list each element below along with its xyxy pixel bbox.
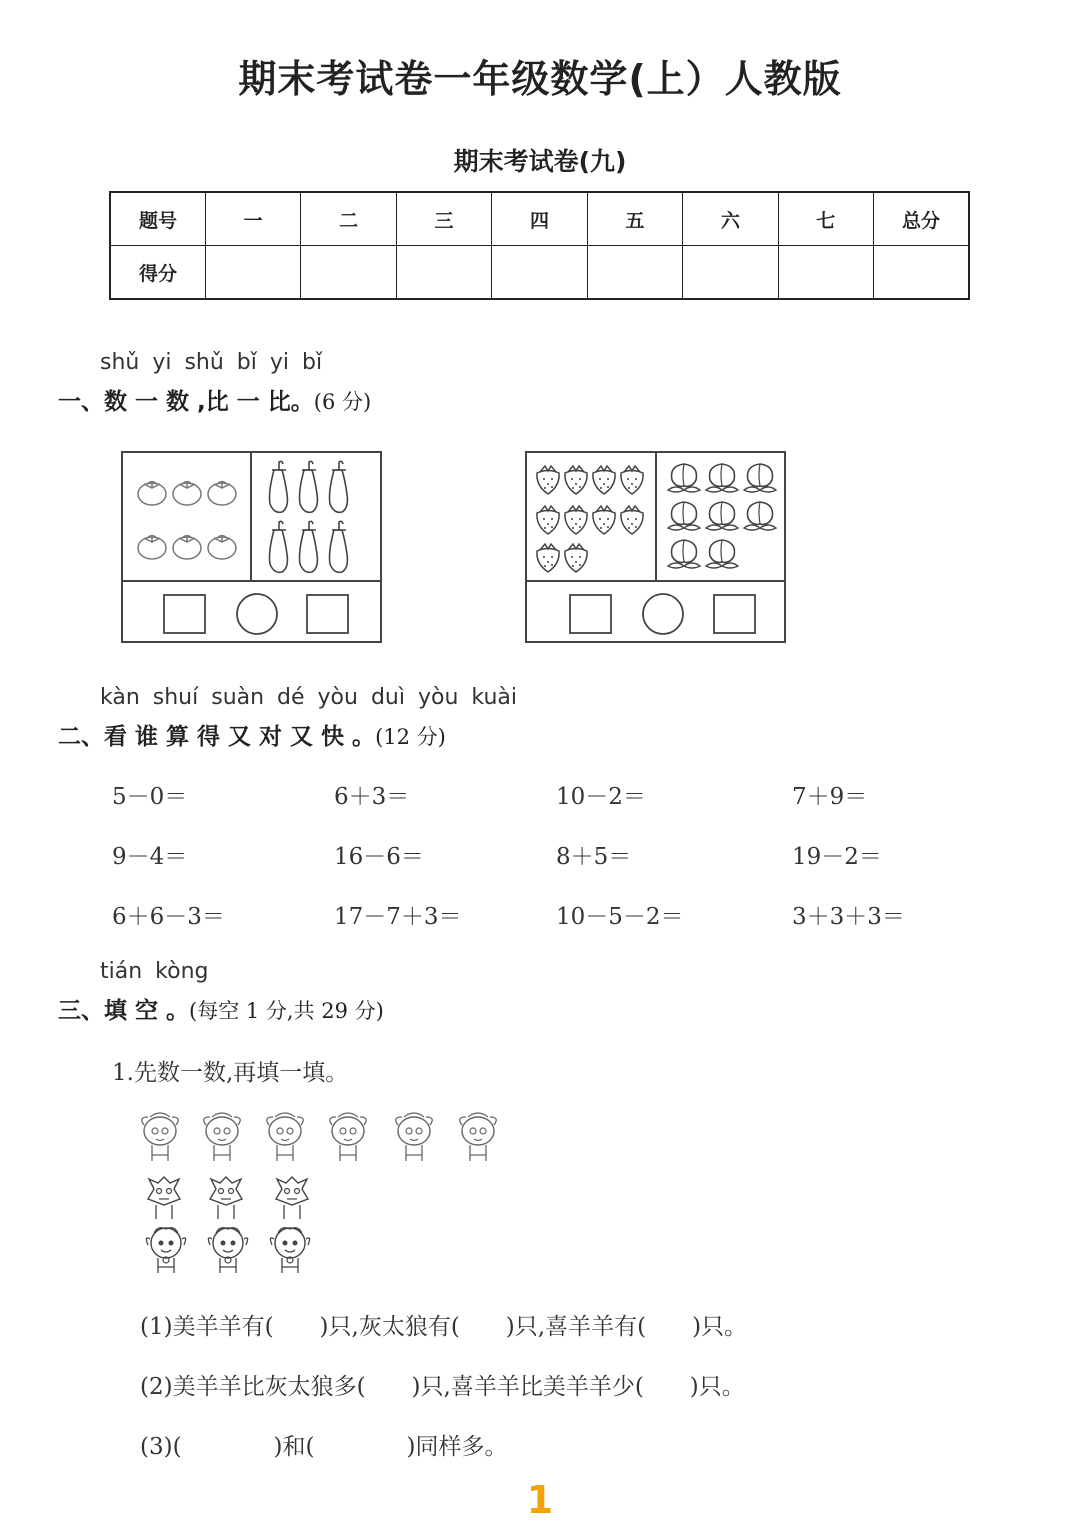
section1-title: 一、数 一 数 ,比 一 比。	[58, 389, 314, 415]
score-blank-cell[interactable]	[683, 246, 778, 300]
equation: 6＋6－3＝	[112, 904, 225, 930]
equation: 7＋9＝	[792, 784, 868, 810]
equation: 5－0＝	[112, 784, 188, 810]
score-table-header-row	[110, 192, 969, 246]
question1-part1: (1)美羊羊有( )只,灰太狼有( )只,喜羊羊有( )只。	[140, 1314, 748, 1340]
tomato-icon	[173, 481, 201, 505]
score-table-cell: 题号	[110, 192, 205, 246]
tomato-icon	[138, 535, 166, 559]
section2-points: (12 分)	[375, 725, 446, 749]
xiyangyang-icon	[146, 1228, 185, 1273]
equation: 8＋5＝	[556, 844, 632, 870]
peach-icon	[706, 464, 738, 492]
peach-icon	[744, 502, 776, 530]
huitailang-icon	[276, 1177, 308, 1219]
strawberry-icon	[593, 506, 615, 534]
eggplant-icon	[300, 521, 318, 572]
section2-heading	[58, 718, 446, 751]
eggplant-icon	[330, 461, 348, 512]
strawberry-icon	[537, 506, 559, 534]
score-table-cell: 七	[778, 192, 873, 246]
score-row-label: 得分	[110, 246, 205, 300]
score-table-cell: 总分	[874, 192, 970, 246]
meiyangyang-icon	[396, 1113, 433, 1161]
equation: 10－5－2＝	[556, 904, 684, 930]
section3-points: (每空 1 分,共 29 分)	[189, 999, 384, 1023]
equation: 10－2＝	[556, 784, 646, 810]
question1-part2: (2)美羊羊比灰太狼多( )只,喜羊羊比美羊羊少( )只。	[140, 1374, 745, 1400]
strawberry-icon	[537, 544, 559, 572]
xiyangyang-icon	[208, 1228, 247, 1273]
score-blank-cell[interactable]	[874, 246, 970, 300]
eggplant-icon	[270, 521, 288, 572]
score-table-cell: 一	[205, 192, 300, 246]
answer-square-box[interactable]	[570, 595, 611, 633]
meiyangyang-icon	[267, 1113, 304, 1161]
peach-icon	[668, 502, 700, 530]
peach-icon	[668, 540, 700, 568]
compare-circle-box[interactable]	[237, 594, 277, 634]
section3-heading	[58, 992, 384, 1025]
answer-square-box[interactable]	[307, 595, 348, 633]
score-table-score-row	[110, 246, 969, 300]
page-number: 1	[526, 1478, 554, 1522]
section1-pinyin: shǔ yi shǔ bǐ yi bǐ	[100, 350, 323, 375]
tomato-icon	[208, 481, 236, 505]
peach-icon	[668, 464, 700, 492]
tomato-icon	[138, 481, 166, 505]
strawberry-icon	[565, 466, 587, 494]
document-title: 期末考试卷一年级数学(上）人教版	[238, 57, 842, 101]
strawberry-icon	[537, 466, 559, 494]
eggplant-icon	[300, 461, 318, 512]
compare-circle-box[interactable]	[643, 594, 683, 634]
score-table-cell: 六	[683, 192, 778, 246]
strawberry-icon	[565, 544, 587, 572]
xiyangyang-icon	[270, 1228, 309, 1273]
peach-icon	[706, 540, 738, 568]
section2-pinyin: kàn shuí suàn dé yòu duì yòu kuài	[100, 685, 517, 710]
equation: 6＋3＝	[334, 784, 410, 810]
answer-square-box[interactable]	[714, 595, 755, 633]
question1-part3: (3)( )和( )同样多。	[140, 1434, 508, 1460]
score-blank-cell[interactable]	[778, 246, 873, 300]
strawberry-icon	[621, 466, 643, 494]
score-blank-cell[interactable]	[301, 246, 396, 300]
section2-title: 二、看 谁 算 得 又 对 又 快 。	[58, 724, 376, 750]
eggplant-icon	[270, 461, 288, 512]
score-table-cell: 四	[492, 192, 587, 246]
score-blank-cell[interactable]	[396, 246, 491, 300]
equation: 9－4＝	[112, 844, 188, 870]
strawberry-icon	[593, 466, 615, 494]
huitailang-icon	[210, 1177, 242, 1219]
meiyangyang-icon	[460, 1113, 497, 1161]
score-table-cell: 三	[396, 192, 491, 246]
equation: 17－7＋3＝	[334, 904, 462, 930]
peach-icon	[744, 464, 776, 492]
answer-square-box[interactable]	[164, 595, 205, 633]
section1-heading	[58, 383, 371, 416]
section1-points: (6 分)	[313, 390, 372, 414]
score-table-cell: 五	[587, 192, 682, 246]
score-blank-cell[interactable]	[587, 246, 682, 300]
meiyangyang-icon	[330, 1113, 367, 1161]
score-blank-cell[interactable]	[205, 246, 300, 300]
peach-icon	[706, 502, 738, 530]
score-table-cell: 二	[301, 192, 396, 246]
compare-figure-strawberry-peach	[524, 450, 788, 646]
characters-figure	[130, 1105, 520, 1285]
equation: 19－2＝	[792, 844, 882, 870]
tomato-icon	[173, 535, 201, 559]
compare-figure-tomato-eggplant	[120, 450, 384, 646]
section3-title: 三、填 空 。	[58, 998, 190, 1024]
meiyangyang-icon	[142, 1113, 179, 1161]
equation: 16－6＝	[334, 844, 424, 870]
equation: 3＋3＋3＝	[792, 904, 905, 930]
huitailang-icon	[148, 1177, 180, 1219]
score-blank-cell[interactable]	[492, 246, 587, 300]
score-table	[109, 191, 970, 300]
eggplant-icon	[330, 521, 348, 572]
question1-title: 1.先数一数,再填一填。	[112, 1060, 349, 1086]
meiyangyang-icon	[204, 1113, 241, 1161]
strawberry-icon	[621, 506, 643, 534]
exam-subtitle: 期末考试卷(九)	[453, 147, 627, 176]
strawberry-icon	[565, 506, 587, 534]
section3-pinyin: tián kòng	[100, 959, 209, 984]
tomato-icon	[208, 535, 236, 559]
